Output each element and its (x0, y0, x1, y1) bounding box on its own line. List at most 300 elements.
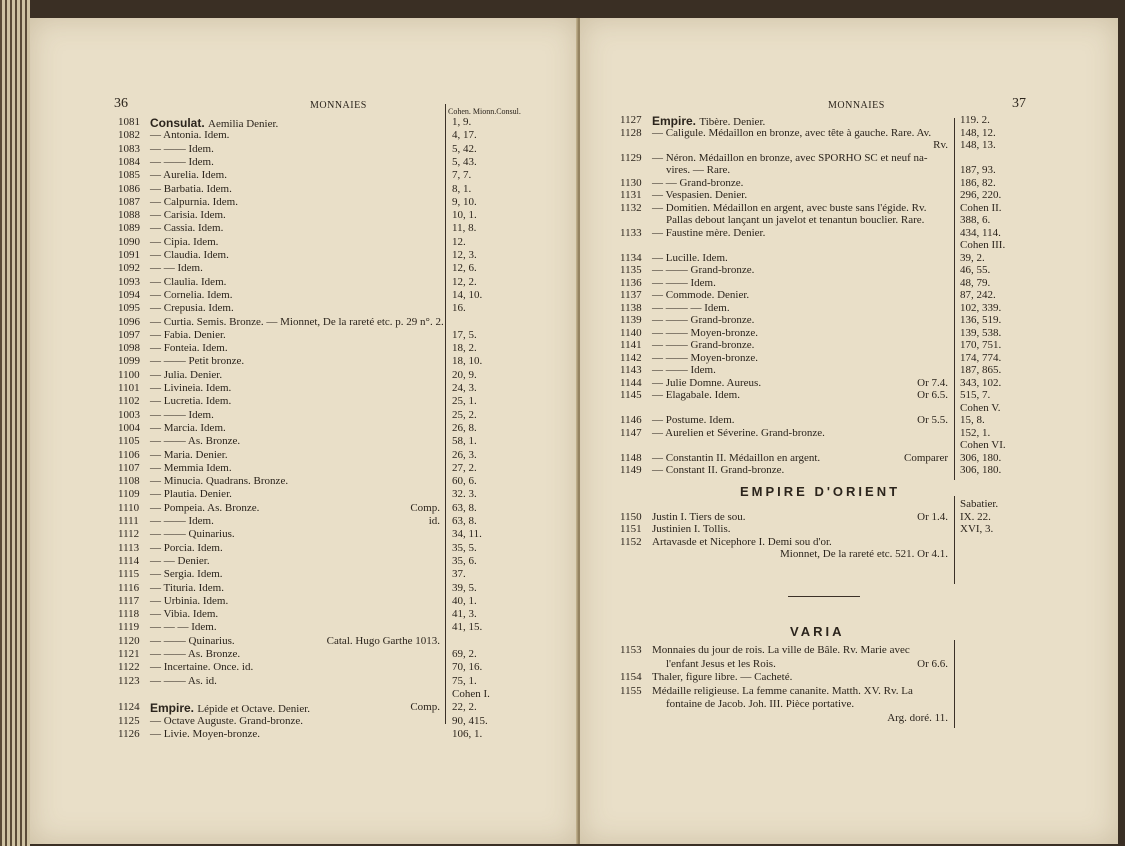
entry-number: 1149 (620, 464, 642, 476)
entry-note: Comparer (904, 451, 948, 464)
entry-description: — Livineia. Idem. (150, 382, 232, 394)
entry-number: 1095 (118, 302, 140, 315)
entry-description: — Caligule. Médaillon en bronze, avec tête à gauche. Rare. Av. (652, 126, 932, 139)
entry-description: — Memmia Idem. (150, 461, 232, 474)
entry-number: 1127 (620, 114, 642, 126)
entry-number: 1120 (118, 634, 140, 647)
column-rule (954, 640, 955, 728)
entry-reference: 515, 7. (960, 389, 991, 401)
entry-text (150, 488, 232, 500)
entry-number: 1113 (118, 541, 140, 554)
page-number: 36 (114, 96, 128, 111)
entry-text (652, 302, 730, 314)
entry-text (150, 648, 240, 660)
entry-description: Aemilia Denier. (208, 118, 279, 130)
entry-text (652, 671, 792, 683)
entry-text (150, 462, 232, 474)
entry-number: 1139 (620, 314, 642, 326)
entry-number: 1110 (118, 501, 140, 514)
entry-reference: 10, 1. (452, 209, 477, 222)
entry-description: — —— Idem. (150, 142, 214, 155)
entry-reference: 41, 15. (452, 621, 483, 634)
entry-text (652, 685, 913, 697)
entry-text (150, 515, 214, 527)
entry-description: — —— — Idem. (652, 301, 730, 314)
entry-description: — Cipia. Idem. (150, 235, 219, 248)
entry-description: Tibère. Denier. (699, 116, 766, 128)
entry-reference: 37. (452, 568, 466, 581)
entry-description: fontaine de Jacob. Joh. III. Pièce portative. (666, 698, 855, 710)
entry-note: id. (428, 515, 440, 527)
entry-number: 1115 (118, 568, 140, 581)
entry-description: — Lucretia. Idem. (150, 395, 232, 408)
entry-reference: 87, 242. (960, 289, 996, 301)
entry-reference: 90, 415. (452, 714, 488, 727)
entry-text (652, 314, 754, 326)
entry-number: 1093 (118, 275, 140, 288)
entry-text (150, 209, 226, 221)
entry-reference: 296, 220. (960, 189, 1002, 201)
entry-text (652, 252, 728, 264)
entry-text (150, 701, 310, 715)
era-label: Empire. (652, 114, 700, 128)
entry-description: — Constantin II. Médaillon en argent. (652, 451, 821, 464)
entry-reference: 70, 16. (452, 661, 483, 674)
entry-number: 1108 (118, 475, 140, 488)
entry-text (150, 528, 235, 540)
entry-number: 1138 (620, 301, 642, 314)
entry-reference: 12, 2. (452, 275, 477, 288)
entry-description: Mionnet, De la rareté etc. 521. Or 4.1. (780, 548, 948, 561)
entry-number: 1136 (620, 276, 642, 289)
entry-reference: 40, 1. (452, 594, 477, 607)
entry-number: 1081 (118, 116, 140, 128)
entry-description: — Claulia. Idem. (150, 275, 227, 288)
entry-description: — —— Idem. (150, 408, 214, 421)
entry-note: Or 5.5. (917, 414, 948, 426)
entry-number: 1140 (620, 326, 642, 339)
entry-reference: 75, 1. (452, 674, 477, 687)
entry-number: 1143 (620, 364, 642, 376)
entry-reference: 1, 9. (452, 116, 472, 128)
entry-text (666, 658, 776, 670)
entry-number: 1147 (620, 426, 642, 439)
book-edge (0, 0, 30, 846)
entry-text (150, 675, 217, 687)
entry-description: — Néron. Médaillon en bronze, avec SPORHO SC et neuf na- (652, 151, 928, 164)
entry-description: — —— Moyen-bronze. (652, 351, 759, 364)
section-title-empire-orient: EMPIRE D'ORIENT (740, 484, 901, 499)
entry-text (150, 183, 232, 195)
entry-reference: Sabatier. (960, 498, 999, 510)
entry-description: — —— Grand-bronze. (652, 264, 755, 276)
entry-reference: Cohen VI. (960, 439, 1006, 451)
entry-reference: 5, 43. (452, 155, 477, 168)
entry-description: — —— As. Bronze. (150, 435, 241, 448)
entry-text (652, 152, 928, 164)
entry-description: — Cornelia. Idem. (150, 288, 233, 301)
entry-description: — Fabia. Denier. (150, 328, 226, 341)
entry-reference: XVI, 3. (960, 523, 994, 536)
entry-reference: 102, 339. (960, 301, 1002, 314)
entry-reference: 148, 13. (960, 139, 996, 151)
reference-column-header: Cohen. Mionn.Consul. (448, 107, 521, 116)
entry-number: 1126 (118, 727, 140, 740)
entry-number: 1153 (620, 644, 642, 656)
entry-reference: 5, 42. (452, 142, 477, 155)
entry-reference: 434, 114. (960, 226, 1001, 239)
entry-text (652, 644, 910, 656)
entry-description: Arg. doré. 11. (887, 711, 948, 724)
entry-text (150, 635, 235, 647)
entry-text (150, 661, 253, 673)
entry-description: — Elagabale. Idem. (652, 389, 740, 401)
entry-reference: 9, 10. (452, 195, 477, 208)
entry-description: — —— Petit bronze. (150, 355, 245, 368)
entry-text (150, 595, 228, 607)
entry-reference: 12, 6. (452, 262, 477, 275)
entry-text (150, 369, 222, 381)
entry-description: l'enfant Jesus et les Rois. (666, 657, 776, 670)
entry-reference: 24, 3. (452, 382, 477, 394)
entry-reference: 12. (452, 235, 466, 248)
entry-text (150, 129, 229, 141)
entry-description: — —— Grand-bronze. (652, 314, 755, 326)
entry-text (887, 712, 948, 724)
entry-number: 1003 (118, 408, 140, 421)
entry-reference: 136, 519. (960, 314, 1002, 326)
entry-description: vires. — Rare. (666, 164, 731, 176)
entry-description: — Porcia. Idem. (150, 541, 223, 554)
right-page (580, 18, 1118, 844)
entry-number: 1118 (118, 608, 140, 621)
entry-number: 1114 (118, 554, 140, 567)
entry-number: 1145 (620, 389, 642, 401)
entry-number: 1106 (118, 448, 140, 461)
entry-text (150, 728, 260, 740)
entry-text (150, 355, 244, 367)
entry-description: — Julia. Denier. (150, 368, 223, 381)
entry-note: Catal. Hugo Garthe 1013. (326, 634, 440, 647)
entry-reference: 26, 3. (452, 448, 477, 461)
page-number: 37 (1012, 96, 1026, 111)
entry-reference: 48, 79. (960, 276, 991, 289)
entry-description: — —— Idem. (652, 364, 716, 376)
entry-number: 1087 (118, 195, 140, 208)
entry-text (150, 608, 218, 620)
entry-text (652, 227, 765, 239)
entry-number: 1090 (118, 235, 140, 248)
entry-description: Justinien I. Tollis. (652, 523, 731, 536)
entry-text (150, 329, 226, 341)
entry-text (150, 621, 217, 633)
entry-reference: 32. 3. (452, 488, 477, 501)
entry-description: — Barbatia. Idem. (150, 182, 232, 195)
entry-text (652, 289, 749, 301)
entry-text (652, 127, 931, 139)
entry-reference: 18, 2. (452, 342, 477, 355)
entry-reference: 25, 2. (452, 408, 477, 421)
entry-text (150, 568, 223, 580)
entry-text (150, 196, 238, 208)
entry-reference: 41, 3. (452, 608, 477, 621)
entry-number: 1089 (118, 222, 140, 235)
entry-text (150, 409, 214, 421)
entry-description: — Commode. Denier. (652, 289, 750, 301)
entry-reference: 106, 1. (452, 727, 483, 740)
entry-reference: Cohen I. (452, 687, 490, 700)
entry-description: — —— As. id. (150, 674, 217, 687)
entry-reference: IX. 22. (960, 510, 991, 523)
entry-description: — Urbinia. Idem. (150, 594, 229, 607)
entry-reference: 63, 8. (452, 515, 477, 527)
entry-text (150, 342, 228, 354)
entry-description: Artavasde et Nicephore I. Demi sou d'or. (652, 535, 832, 548)
entry-text (150, 582, 224, 594)
entry-number: 1123 (118, 674, 140, 687)
entry-reference: 20, 9. (452, 368, 477, 381)
entry-text (150, 555, 210, 567)
entry-description: — Postume. Idem. (652, 414, 735, 426)
entry-number: 1137 (620, 289, 642, 301)
entry-text (652, 389, 740, 401)
entry-number: 1098 (118, 342, 140, 355)
entry-description: — Domitien. Médaillon en argent, avec buste sans l'égide. Rv. (652, 201, 927, 214)
entry-number: 1105 (118, 435, 140, 448)
entry-number: 1091 (118, 249, 140, 261)
entry-number: 1144 (620, 376, 642, 389)
entry-number: 1096 (118, 315, 140, 328)
entry-number: 1111 (118, 515, 139, 527)
entry-description: — Cassia. Idem. (150, 222, 224, 235)
entry-reference: 60, 6. (452, 475, 477, 488)
entry-number: 1125 (118, 714, 140, 727)
entry-reference: 27, 2. (452, 461, 477, 474)
entry-description: Monnaies du jour de rois. La ville de Bâle. Rv. Marie avec (652, 644, 910, 656)
entry-description: — —— Moyen-bronze. (652, 326, 759, 339)
entry-text (652, 339, 754, 351)
entry-note: Or 6.5. (917, 389, 948, 401)
entry-description: — —— Idem. (150, 155, 214, 168)
entry-reference: 306, 180. (960, 464, 1002, 476)
entry-text (150, 169, 227, 181)
entry-description: — —— Quinarius. (150, 634, 235, 647)
entry-description: Médaille religieuse. La femme cananite. Matth. XV. Rv. La (652, 684, 913, 697)
entry-reference: 306, 180. (960, 451, 1002, 464)
entry-description: — Octave Auguste. Grand-bronze. (150, 714, 304, 727)
entry-reference: 8, 1. (452, 182, 472, 195)
entry-description: — — Idem. (150, 262, 203, 275)
entry-reference: 152, 1. (960, 426, 991, 439)
page-header: MONNAIES (828, 100, 885, 111)
entry-number: 1122 (118, 661, 140, 674)
entry-number: 1084 (118, 155, 140, 168)
entry-reference: 63, 8. (452, 501, 477, 514)
left-page (30, 18, 578, 844)
entry-description: — Aurelien et Séverine. Grand-bronze. (652, 426, 825, 439)
page-header: MONNAIES (310, 100, 367, 111)
era-label: Consulat. (150, 116, 209, 130)
entry-reference: 11, 8. (452, 222, 477, 235)
entry-description: — Livie. Moyen-bronze. (150, 727, 260, 740)
entry-description: Thaler, figure libre. — Cacheté. (652, 671, 793, 683)
entry-description: — —— As. Bronze. (150, 648, 241, 660)
entry-text (150, 422, 226, 434)
entry-number: 1107 (118, 461, 140, 474)
entry-reference: 12, 3. (452, 249, 477, 261)
entry-description: — Marcia. Idem. (150, 421, 226, 434)
entry-reference: 15, 8. (960, 414, 985, 426)
entry-text (150, 116, 278, 130)
entry-number: 1152 (620, 535, 642, 548)
entry-number: 1117 (118, 594, 140, 607)
entry-text (150, 302, 234, 314)
entry-number: 1128 (620, 126, 642, 139)
entry-text (652, 327, 758, 339)
entry-number: 1124 (118, 701, 140, 714)
entry-text (150, 222, 223, 234)
entry-text (150, 382, 231, 394)
entry-reference: 187, 93. (960, 164, 996, 176)
entry-number: 1109 (118, 488, 140, 501)
entry-reference: 343, 102. (960, 376, 1002, 389)
entry-text (652, 464, 784, 476)
entry-text (150, 249, 229, 261)
entry-text (150, 236, 218, 248)
divider (788, 596, 860, 597)
entry-reference: 58, 1. (452, 435, 477, 448)
section-title-varia: VARIA (790, 624, 845, 639)
entry-text (150, 289, 232, 301)
entry-note: Comp. (410, 701, 440, 714)
entry-number: 1102 (118, 395, 140, 408)
entry-reference: 46, 55. (960, 264, 991, 276)
entry-text (150, 449, 228, 461)
entry-reference: Cohen III. (960, 239, 1006, 251)
entry-reference: 148, 12. (960, 126, 996, 139)
entry-text (652, 352, 758, 364)
era-label: Empire. (150, 701, 198, 716)
entry-reference: Cohen V. (960, 401, 1001, 414)
entry-description: — Curtia. Semis. Bronze. — Mionnet, De la rareté etc. p. 29 n°. 2. (150, 315, 444, 328)
entry-text (652, 414, 735, 426)
entry-text (150, 143, 214, 155)
entry-reference: 39, 2. (960, 251, 985, 264)
entry-number: 1129 (620, 151, 642, 164)
entry-text (652, 202, 926, 214)
entry-description: — —— Idem. (150, 515, 214, 527)
entry-description: — Sergia. Idem. (150, 568, 223, 581)
entry-description: — Maria. Denier. (150, 448, 228, 461)
entry-text (652, 427, 825, 439)
entry-number: 1083 (118, 142, 140, 155)
entry-description: — Antonia. Idem. (150, 129, 230, 142)
entry-description: — Pompeia. As. Bronze. (150, 501, 260, 514)
entry-number: 1133 (620, 226, 642, 239)
entry-reference: Cohen II. (960, 201, 1002, 214)
entry-description: — Vibia. Idem. (150, 608, 219, 621)
entry-description: — Claudia. Idem. (150, 249, 229, 261)
entry-description: — —— Quinarius. (150, 528, 235, 541)
entry-description: — Carisia. Idem. (150, 209, 226, 222)
entry-text (652, 523, 730, 535)
entry-reference: 17, 5. (452, 328, 477, 341)
entry-number: 1155 (620, 684, 642, 697)
entry-number: 1085 (118, 169, 140, 182)
entry-number: 1100 (118, 368, 140, 381)
entry-text (150, 475, 288, 487)
entry-description: — Minucia. Quadrans. Bronze. (150, 475, 289, 488)
entry-description: — — — Idem. (150, 621, 217, 634)
entry-reference: 388, 6. (960, 214, 991, 226)
entry-number: 1135 (620, 264, 642, 276)
entry-description: Lépide et Octave. Denier. (197, 703, 311, 716)
entry-reference: 35, 6. (452, 554, 477, 567)
entry-number: 1142 (620, 351, 642, 364)
entry-text (652, 277, 716, 289)
entry-reference: 34, 11. (452, 528, 482, 541)
entry-description: — Aurelia. Idem. (150, 169, 227, 182)
entry-description: — Plautia. Denier. (150, 488, 232, 501)
entry-text (666, 164, 730, 176)
entry-number: 1151 (620, 523, 642, 536)
entry-number: 1086 (118, 182, 140, 195)
entry-text (652, 536, 832, 548)
entry-reference: 187, 865. (960, 364, 1002, 376)
entry-reference: 4, 17. (452, 129, 477, 142)
entry-reference: 14, 10. (452, 288, 483, 301)
entry-text (652, 264, 754, 276)
column-rule (445, 104, 446, 724)
entry-number: 1116 (118, 581, 140, 594)
entry-text (150, 542, 223, 554)
entry-text (150, 262, 203, 274)
entry-number: 1088 (118, 209, 140, 222)
column-rule (954, 496, 955, 584)
entry-reference: 170, 751. (960, 339, 1002, 351)
entry-number: 1134 (620, 251, 642, 264)
entry-text (652, 364, 716, 376)
entry-note: Or 6.6. (917, 657, 948, 670)
entry-reference: 186, 82. (960, 176, 996, 189)
entry-reference: 119. 2. (960, 114, 990, 126)
entry-description: Justin I. Tiers de sou. (652, 510, 746, 523)
entry-text (150, 276, 226, 288)
entry-description: — —— Idem. (652, 276, 716, 289)
entry-text (652, 377, 761, 389)
entry-number: 1121 (118, 648, 140, 660)
entry-text (150, 156, 214, 168)
entry-description: — Vespasien. Denier. (652, 189, 748, 201)
entry-number: 1101 (118, 382, 140, 394)
entry-text (666, 214, 924, 226)
entry-reference: 35, 5. (452, 541, 477, 554)
entry-description: — Crepusia. Idem. (150, 302, 234, 315)
entry-text (150, 715, 303, 727)
entry-description: — Incertaine. Once. id. (150, 661, 254, 674)
entry-description: — —— Grand-bronze. (652, 339, 755, 351)
entry-text (150, 502, 259, 514)
entry-number: 1082 (118, 129, 140, 142)
entry-text (652, 452, 820, 464)
entry-reference: 69, 2. (452, 648, 477, 660)
entry-number: 1150 (620, 510, 642, 523)
column-rule (954, 118, 955, 480)
entry-description: Rv. (933, 139, 948, 151)
entry-description: — Constant II. Grand-bronze. (652, 464, 785, 476)
entry-description: — Faustine mère. Denier. (652, 226, 766, 239)
entry-reference: 18, 10. (452, 355, 483, 368)
